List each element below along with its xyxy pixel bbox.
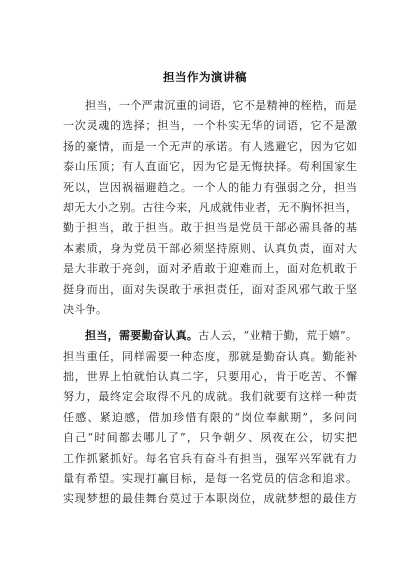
text-line: 担当重任，同样需要一种态度，那就是勤奋认真。勤能补 — [63, 349, 357, 363]
text-line: 是大非敢于亮剑，面对矛盾敢于迎难而上，面对危机敢于 — [63, 262, 357, 276]
paragraph-2 — [63, 326, 357, 510]
document-body — [63, 96, 357, 510]
text-line: 实现梦想的最佳舞台莫过于本职岗位，成就梦想的最佳方 — [63, 492, 357, 506]
text-line — [63, 326, 357, 346]
paragraph-lead-rest: 古人云，“业精于勤，荒于嬉”。 — [198, 329, 358, 343]
text-line: 任感、紧迫感，借加珍惜有限的“岗位奉献期”，多问问 — [63, 410, 357, 424]
text-line: 泰山压顶；有人直面它，因为它是无悔抉择。苟利国家生 — [63, 160, 357, 174]
text-line: 一次灵魂的选择；担当，一个朴实无华的词语，它不是激 — [63, 119, 357, 133]
text-line: 挺身而出，面对失误敢于承担责任，面对歪风邪气敢于坚 — [63, 282, 357, 296]
text-line: 本素质，身为党员干部必须坚持原则、认真负责，面对大 — [63, 241, 357, 255]
text-line: 努力，最终定会取得不凡的成就。我们就要有这样一种责 — [63, 390, 357, 404]
text-line: 决斗争。 — [63, 302, 107, 316]
text-line: 工作抓紧抓好。每名官兵有奋斗有担当，强军兴军就有力 — [63, 451, 357, 465]
text-line: 自己“时间都去哪儿了”，只争朝夕、夙夜在公，切实把 — [63, 431, 357, 445]
text-line: 拙，世界上怕就怕认真二字，只要用心，肯于吃苦、不懈 — [63, 370, 357, 384]
paragraph-1 — [63, 96, 357, 320]
text-line: 却无大小之别。古往今来，凡成就伟业者，无不胸怀担当， — [63, 200, 357, 214]
paragraph-lead: 担当，需要勤奋认真。 — [85, 329, 199, 343]
text-line: 担当，一个严肃沉重的词语，它不是精神的桎梏，而是 — [85, 99, 357, 112]
text-line: 扬的豪情，而是一个无声的承诺。有人逃避它，因为它如 — [63, 139, 357, 153]
text-line: 死以，岂因祸福避趋之。一个人的能力有强弱之分，担当 — [63, 180, 357, 194]
text-line: 勤于担当，敢于担当。敢于担当是党员干部必需具备的基 — [63, 221, 357, 235]
text-line: 量有希望。实现打赢目标，是每一名党员的信念和追求。 — [63, 472, 357, 486]
document-title: 担当作为演讲稿 — [163, 70, 247, 84]
